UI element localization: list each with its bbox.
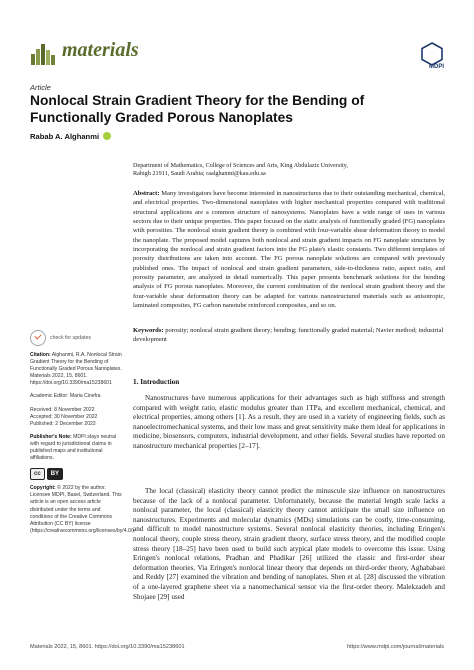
publisher-note-label: Publisher's Note: [30,433,72,440]
footer-citation: Materials 2022, 15, 8601. https://doi.org/10.3390/ma15238601 [30,644,185,650]
abstract-label: Abstract: [133,190,160,197]
citation [30,352,124,387]
article-sidebar [30,330,136,541]
page-footer [30,644,444,650]
article-type: Article [30,83,51,92]
article-title: Nonlocal Strain Gradient Theory for the Bending of Functionally Graded Porous Nanoplates [30,93,365,125]
author-line [30,132,111,141]
citation-text: Alghanmi, R.A. Nonlocal Strain Gradient Theory for the Bending of Functionally Graded Porous Nanoplates. Materials 2022, 15, 8601. https://doi.org/10.3390/ma15238601 [30,352,122,387]
affiliation-line: Rabigh 21911, Saudi Arabia; raalghanmi@kau.edu.sa [133,170,266,178]
keywords-text: porosity; nonlocal strain gradient theory; bending; functionally graded material; Navier method; industrial development [133,327,444,344]
academic-editor: Academic Editor: Maria Cinefra [30,393,101,400]
keywords-label: Keywords: [133,327,164,334]
mdpi-logo-icon[interactable] [420,42,444,66]
body-paragraph: Nanostructures have numerous applications for their advantages such as high stiffness and strength compared with weight ratio, elastic modulus greater than 1TPa, and excellent mechanical, chemical, and electrical properties, among others [1]. As a result, they are used in a variety of engineering fields, such as nanoelectromechanical systems, and their low mass and great sensitivity make them ideal for applications in medicine, biosensors, computers, industrial development, and other fields. Several studies have reported on nanostructure mechanical properties [2–17]. [133,394,445,450]
copyright [30,485,136,535]
received-date: Received: 8 November 2022 [30,406,95,413]
journal-header [30,36,444,70]
keywords [133,326,445,345]
section-heading: 1. Introduction [133,378,180,386]
affiliation [133,162,443,178]
publisher-note-text: MDPI stays neutral with regard to jurisdictional claims in published maps and institutional affiliations. [30,433,117,462]
abstract-text: Many investigators have become interested in nanostructures due to their outstanding mechanical, chemical, and electrical properties. Two-dimensional nanoplates with higher mechanical properties compared with traditional structural applications are a common structure of nanosystems. Nanoplates have a wide range of uses in various sectors due to their unique properties. This paper focused on the static analysis of functionally graded (FG) nanoplates with porosities. The nonlocal strain gradient theory is combined with four-variable shear deformation theory to model the nanoplate. The proposed model captures both nonlocal and strain gradient impacts on FG nanoplate structures by incorporating the nonlocal and strain gradient factors into the FG plate's elastic constants. Two different templates of porosity distributions are taken into account. The FG porous nanoplate solutions are compared with previously published ones. The impact of nonlocal and strain gradient parameters, side-to-thickness ratio, aspect ratio, and porosity parameter, are analyzed in detail numerically. This paper presents benchmark solutions for the bending analysis of FG porous nanoplates. Moreover, the current combination of the nonlocal strain gradient theory and the four-variable shear deformation theory can be adapted for various nanostructured materials such as anisotropic, laminated composites, FG carbon nanotube reinforced composites, and so on. [133,190,445,310]
materials-logo-icon [30,40,56,66]
copyright-text: © 2022 by the author. Licensee MDPI, Basel, Switzerland. This article is an open access article distributed under the terms and conditions of the Creative Commons Attribution (CC BY) license (https://creativecommons.org/licenses/by/4.0/). [30,485,136,534]
publisher-label: MDPI [429,64,444,70]
author-name: Rabab A. Alghanmi [30,132,100,141]
copyright-label: Copyright: [30,485,56,492]
by-icon: BY [47,468,63,480]
citation-label: Citation: [30,352,51,358]
cc-license-badge[interactable] [30,468,124,480]
affiliation-line: Department of Mathematics, College of Sciences and Arts, King Abdulaziz University, [133,162,348,169]
footer-journal-link[interactable]: https://www.mdpi.com/journal/materials [347,644,444,650]
check-updates-label: check for updates [50,335,91,341]
orcid-icon[interactable] [103,132,111,140]
body-paragraph: The local (classical) elasticity theory cannot predict the minuscule size influence on nanostructures because of the lack of a nonlocal parameter. Unfortunately, because the material length scale lacks a nonlocal parameter, the local (classical) elasticity theory cannot anticipate the small size influence on nanostructures. Experiments and molecular dynamics (MDs) simulations can be costly, time-consuming, and difficult to model nanostructure systems. Several nonlocal elasticity theories, including Eringen's nonlocal theory, couple stress theory, strain gradient theory, surface stress theory, and the modified couple stress theory [18–25] have been used to build such atypical plate models to overcome this issue. Using Eringen's nonlocal relations, Pradhan and Phadikar [26] utilized the classic and first-order shear deformation theories. Via Eringen's nonlocal linear theory that depends on third-order theory, Aghababaei and Reddy [27] examined the vibration and bending of nanoplates. Shen et al. [28] discussed the vibration of a one-layered graphene sheet via a nanomechanical sensor via the first-order theory. Malekzadeh and Shojaee [29] used [133,487,445,601]
abstract [133,189,445,310]
cc-icon: cc [30,468,45,480]
journal-name: materials [62,39,139,61]
published-date: Published: 2 December 2022 [30,420,96,427]
accepted-date: Accepted: 30 November 2022 [30,413,98,420]
check-updates-icon [30,330,46,346]
publisher-note [30,434,124,462]
check-for-updates-badge[interactable] [30,330,124,346]
dates [30,407,124,428]
